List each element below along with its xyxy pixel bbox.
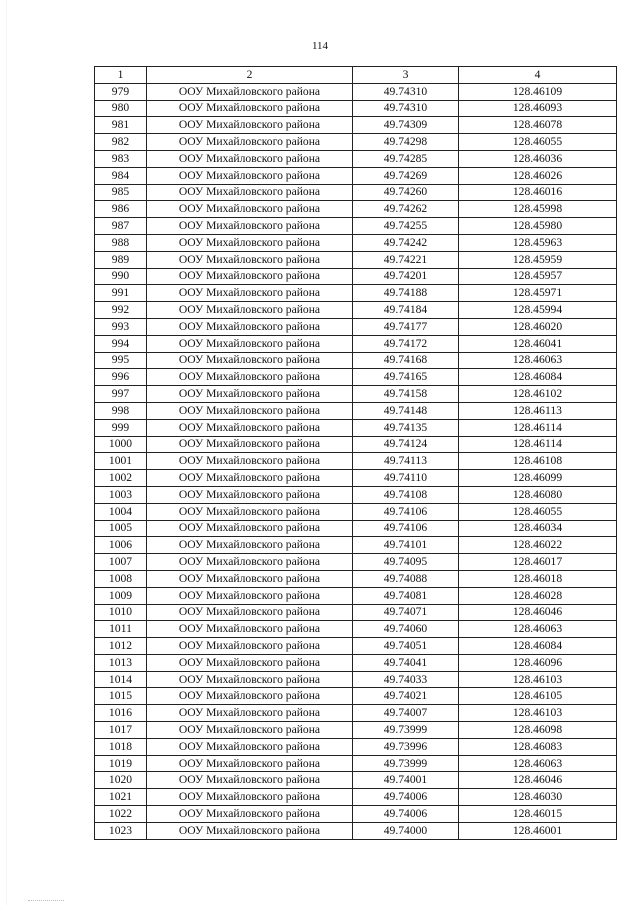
cell-number: 1006	[95, 537, 147, 554]
table-row	[95, 604, 617, 621]
cell-name: ООУ Михайловского района	[147, 755, 353, 772]
cell-latitude: 49.74158	[353, 386, 459, 403]
cell-name: ООУ Михайловского района	[147, 520, 353, 537]
cell-longitude: 128.45994	[459, 302, 617, 319]
cell-longitude: 128.46108	[459, 453, 617, 470]
cell-number: 994	[95, 335, 147, 352]
cell-longitude: 128.46103	[459, 671, 617, 688]
cell-name: ООУ Михайловского района	[147, 201, 353, 218]
cell-number: 1003	[95, 486, 147, 503]
cell-longitude: 128.46017	[459, 554, 617, 571]
cell-longitude: 128.46114	[459, 436, 617, 453]
cell-latitude: 49.74033	[353, 671, 459, 688]
cell-longitude: 128.46063	[459, 755, 617, 772]
cell-number: 979	[95, 83, 147, 100]
cell-longitude: 128.46102	[459, 386, 617, 403]
cell-number: 1021	[95, 789, 147, 806]
cell-latitude: 49.74101	[353, 537, 459, 554]
table-row	[95, 436, 617, 453]
cell-latitude: 49.74000	[353, 822, 459, 839]
cell-name: ООУ Михайловского района	[147, 470, 353, 487]
cell-number: 1015	[95, 688, 147, 705]
cell-name: ООУ Михайловского района	[147, 537, 353, 554]
table-row	[95, 386, 617, 403]
cell-latitude: 49.74001	[353, 772, 459, 789]
table-row	[95, 470, 617, 487]
cell-longitude: 128.46026	[459, 167, 617, 184]
cell-longitude: 128.46103	[459, 705, 617, 722]
cell-number: 1016	[95, 705, 147, 722]
cell-latitude: 49.74006	[353, 806, 459, 823]
table-row	[95, 688, 617, 705]
cell-number: 986	[95, 201, 147, 218]
cell-name: ООУ Михайловского района	[147, 671, 353, 688]
cell-latitude: 49.74309	[353, 117, 459, 134]
cell-number: 991	[95, 285, 147, 302]
table-row	[95, 218, 617, 235]
cell-number: 1014	[95, 671, 147, 688]
cell-name: ООУ Михайловского района	[147, 100, 353, 117]
table-row	[95, 134, 617, 151]
cell-latitude: 49.74201	[353, 268, 459, 285]
cell-number: 987	[95, 218, 147, 235]
cell-latitude: 49.74148	[353, 402, 459, 419]
cell-latitude: 49.74221	[353, 251, 459, 268]
cell-name: ООУ Михайловского района	[147, 772, 353, 789]
table-body	[95, 83, 617, 839]
cell-number: 1009	[95, 587, 147, 604]
cell-name: ООУ Михайловского района	[147, 318, 353, 335]
cell-number: 985	[95, 184, 147, 201]
cell-number: 1017	[95, 722, 147, 739]
table-row	[95, 234, 617, 251]
cell-number: 997	[95, 386, 147, 403]
cell-number: 1012	[95, 638, 147, 655]
cell-number: 993	[95, 318, 147, 335]
cell-number: 988	[95, 234, 147, 251]
cell-longitude: 128.46020	[459, 318, 617, 335]
cell-latitude: 49.74081	[353, 587, 459, 604]
cell-number: 995	[95, 352, 147, 369]
cell-longitude: 128.46114	[459, 419, 617, 436]
cell-latitude: 49.74255	[353, 218, 459, 235]
cell-name: ООУ Михайловского района	[147, 352, 353, 369]
cell-name: ООУ Михайловского района	[147, 822, 353, 839]
cell-longitude: 128.46105	[459, 688, 617, 705]
cell-longitude: 128.46046	[459, 604, 617, 621]
cell-latitude: 49.74021	[353, 688, 459, 705]
table-row	[95, 621, 617, 638]
cell-name: ООУ Михайловского района	[147, 722, 353, 739]
cell-name: ООУ Михайловского района	[147, 688, 353, 705]
table-row	[95, 453, 617, 470]
table-row	[95, 268, 617, 285]
table-row	[95, 251, 617, 268]
cell-longitude: 128.45998	[459, 201, 617, 218]
cell-number: 983	[95, 150, 147, 167]
cell-number: 1022	[95, 806, 147, 823]
cell-longitude: 128.46015	[459, 806, 617, 823]
cell-number: 984	[95, 167, 147, 184]
cell-longitude: 128.46028	[459, 587, 617, 604]
cell-latitude: 49.73999	[353, 722, 459, 739]
cell-number: 1001	[95, 453, 147, 470]
table-row	[95, 570, 617, 587]
cell-longitude: 128.46030	[459, 789, 617, 806]
cell-longitude: 128.45980	[459, 218, 617, 235]
column-header-latitude: 3	[353, 67, 459, 84]
table-row	[95, 83, 617, 100]
table-row	[95, 184, 617, 201]
table-row	[95, 100, 617, 117]
cell-latitude: 49.74007	[353, 705, 459, 722]
cell-longitude: 128.46080	[459, 486, 617, 503]
cell-latitude: 49.74135	[353, 419, 459, 436]
cell-longitude: 128.45959	[459, 251, 617, 268]
table-row	[95, 722, 617, 739]
column-header-name: 2	[147, 67, 353, 84]
cell-longitude: 128.46098	[459, 722, 617, 739]
cell-name: ООУ Михайловского района	[147, 621, 353, 638]
cell-latitude: 49.74184	[353, 302, 459, 319]
cell-name: ООУ Михайловского района	[147, 486, 353, 503]
cell-latitude: 49.74106	[353, 503, 459, 520]
cell-name: ООУ Михайловского района	[147, 386, 353, 403]
cell-longitude: 128.46001	[459, 822, 617, 839]
cell-name: ООУ Михайловского района	[147, 436, 353, 453]
table-row	[95, 318, 617, 335]
cell-longitude: 128.46084	[459, 369, 617, 386]
cell-longitude: 128.46063	[459, 621, 617, 638]
cell-longitude: 128.46109	[459, 83, 617, 100]
cell-number: 1020	[95, 772, 147, 789]
cell-number: 996	[95, 369, 147, 386]
cell-latitude: 49.74106	[353, 520, 459, 537]
table-row	[95, 352, 617, 369]
cell-name: ООУ Михайловского района	[147, 554, 353, 571]
cell-latitude: 49.74041	[353, 654, 459, 671]
cell-name: ООУ Михайловского района	[147, 453, 353, 470]
cell-name: ООУ Михайловского района	[147, 789, 353, 806]
cell-name: ООУ Михайловского района	[147, 402, 353, 419]
cell-latitude: 49.74060	[353, 621, 459, 638]
cell-latitude: 49.74298	[353, 134, 459, 151]
cell-number: 1002	[95, 470, 147, 487]
table-row	[95, 772, 617, 789]
table-row	[95, 117, 617, 134]
cell-name: ООУ Михайловского района	[147, 587, 353, 604]
cell-number: 1008	[95, 570, 147, 587]
cell-number: 1013	[95, 654, 147, 671]
cell-longitude: 128.45957	[459, 268, 617, 285]
cell-longitude: 128.46018	[459, 570, 617, 587]
table-row	[95, 285, 617, 302]
cell-name: ООУ Михайловского района	[147, 302, 353, 319]
cell-longitude: 128.46055	[459, 134, 617, 151]
cell-number: 999	[95, 419, 147, 436]
table-row	[95, 369, 617, 386]
cell-name: ООУ Михайловского района	[147, 806, 353, 823]
cell-name: ООУ Михайловского района	[147, 268, 353, 285]
cell-name: ООУ Михайловского района	[147, 570, 353, 587]
table-row	[95, 486, 617, 503]
cell-latitude: 49.74177	[353, 318, 459, 335]
table-row	[95, 150, 617, 167]
table-row	[95, 302, 617, 319]
cell-name: ООУ Михайловского района	[147, 503, 353, 520]
cell-name: ООУ Михайловского района	[147, 705, 353, 722]
table-row	[95, 705, 617, 722]
cell-longitude: 128.46022	[459, 537, 617, 554]
cell-latitude: 49.74165	[353, 369, 459, 386]
table-row	[95, 789, 617, 806]
column-header-number: 1	[95, 67, 147, 84]
table-row	[95, 654, 617, 671]
cell-longitude: 128.46093	[459, 100, 617, 117]
cell-number: 998	[95, 402, 147, 419]
table-row	[95, 755, 617, 772]
cell-latitude: 49.74006	[353, 789, 459, 806]
cell-name: ООУ Михайловского района	[147, 184, 353, 201]
cell-latitude: 49.74310	[353, 100, 459, 117]
table-row	[95, 402, 617, 419]
cell-name: ООУ Михайловского района	[147, 654, 353, 671]
column-header-longitude: 4	[459, 67, 617, 84]
cell-longitude: 128.46084	[459, 638, 617, 655]
cell-number: 990	[95, 268, 147, 285]
cell-latitude: 49.74260	[353, 184, 459, 201]
cell-number: 989	[95, 251, 147, 268]
table-header-row	[95, 67, 617, 84]
cell-number: 981	[95, 117, 147, 134]
cell-number: 1000	[95, 436, 147, 453]
cell-name: ООУ Михайловского района	[147, 150, 353, 167]
table-row	[95, 520, 617, 537]
cell-latitude: 49.74113	[353, 453, 459, 470]
cell-latitude: 49.74269	[353, 167, 459, 184]
cell-name: ООУ Михайловского района	[147, 167, 353, 184]
cell-latitude: 49.74088	[353, 570, 459, 587]
cell-name: ООУ Михайловского района	[147, 251, 353, 268]
table-row	[95, 587, 617, 604]
cell-latitude: 49.74124	[353, 436, 459, 453]
cell-latitude: 49.74108	[353, 486, 459, 503]
cell-number: 1023	[95, 822, 147, 839]
table-row	[95, 671, 617, 688]
cell-longitude: 128.46034	[459, 520, 617, 537]
cell-number: 1019	[95, 755, 147, 772]
table-row	[95, 822, 617, 839]
cell-longitude: 128.46016	[459, 184, 617, 201]
cell-name: ООУ Михайловского района	[147, 738, 353, 755]
cell-number: 1018	[95, 738, 147, 755]
cell-longitude: 128.46096	[459, 654, 617, 671]
cell-latitude: 49.74172	[353, 335, 459, 352]
cell-number: 1010	[95, 604, 147, 621]
cell-latitude: 49.74095	[353, 554, 459, 571]
cell-name: ООУ Михайловского района	[147, 638, 353, 655]
table-row	[95, 638, 617, 655]
cell-number: 1005	[95, 520, 147, 537]
cell-number: 1004	[95, 503, 147, 520]
cell-name: ООУ Михайловского района	[147, 604, 353, 621]
page-number: 114	[311, 40, 329, 52]
cell-latitude: 49.74071	[353, 604, 459, 621]
coordinates-table	[94, 66, 617, 840]
footer-mark	[28, 900, 64, 901]
table-row	[95, 201, 617, 218]
cell-longitude: 128.46055	[459, 503, 617, 520]
cell-latitude: 49.74168	[353, 352, 459, 369]
cell-longitude: 128.46063	[459, 352, 617, 369]
cell-latitude: 49.74110	[353, 470, 459, 487]
cell-number: 982	[95, 134, 147, 151]
cell-latitude: 49.73996	[353, 738, 459, 755]
cell-number: 1007	[95, 554, 147, 571]
cell-number: 1011	[95, 621, 147, 638]
table-row	[95, 419, 617, 436]
cell-latitude: 49.74285	[353, 150, 459, 167]
cell-latitude: 49.74262	[353, 201, 459, 218]
cell-latitude: 49.74242	[353, 234, 459, 251]
table-row	[95, 738, 617, 755]
table-row	[95, 335, 617, 352]
table-row	[95, 167, 617, 184]
cell-longitude: 128.46099	[459, 470, 617, 487]
cell-name: ООУ Михайловского района	[147, 234, 353, 251]
cell-name: ООУ Михайловского района	[147, 83, 353, 100]
cell-longitude: 128.45971	[459, 285, 617, 302]
cell-name: ООУ Михайловского района	[147, 134, 353, 151]
cell-longitude: 128.46078	[459, 117, 617, 134]
cell-longitude: 128.46113	[459, 402, 617, 419]
cell-latitude: 49.74051	[353, 638, 459, 655]
cell-longitude: 128.46041	[459, 335, 617, 352]
cell-longitude: 128.46036	[459, 150, 617, 167]
cell-number: 980	[95, 100, 147, 117]
cell-name: ООУ Михайловского района	[147, 218, 353, 235]
table-row	[95, 503, 617, 520]
cell-name: ООУ Михайловского района	[147, 419, 353, 436]
cell-latitude: 49.74310	[353, 83, 459, 100]
scan-margin-line	[6, 0, 7, 905]
table-row	[95, 806, 617, 823]
cell-name: ООУ Михайловского района	[147, 335, 353, 352]
cell-number: 992	[95, 302, 147, 319]
cell-latitude: 49.73999	[353, 755, 459, 772]
cell-longitude: 128.45963	[459, 234, 617, 251]
cell-latitude: 49.74188	[353, 285, 459, 302]
cell-longitude: 128.46083	[459, 738, 617, 755]
cell-longitude: 128.46046	[459, 772, 617, 789]
cell-name: ООУ Михайловского района	[147, 117, 353, 134]
cell-name: ООУ Михайловского района	[147, 285, 353, 302]
table-row	[95, 537, 617, 554]
cell-name: ООУ Михайловского района	[147, 369, 353, 386]
table-row	[95, 554, 617, 571]
